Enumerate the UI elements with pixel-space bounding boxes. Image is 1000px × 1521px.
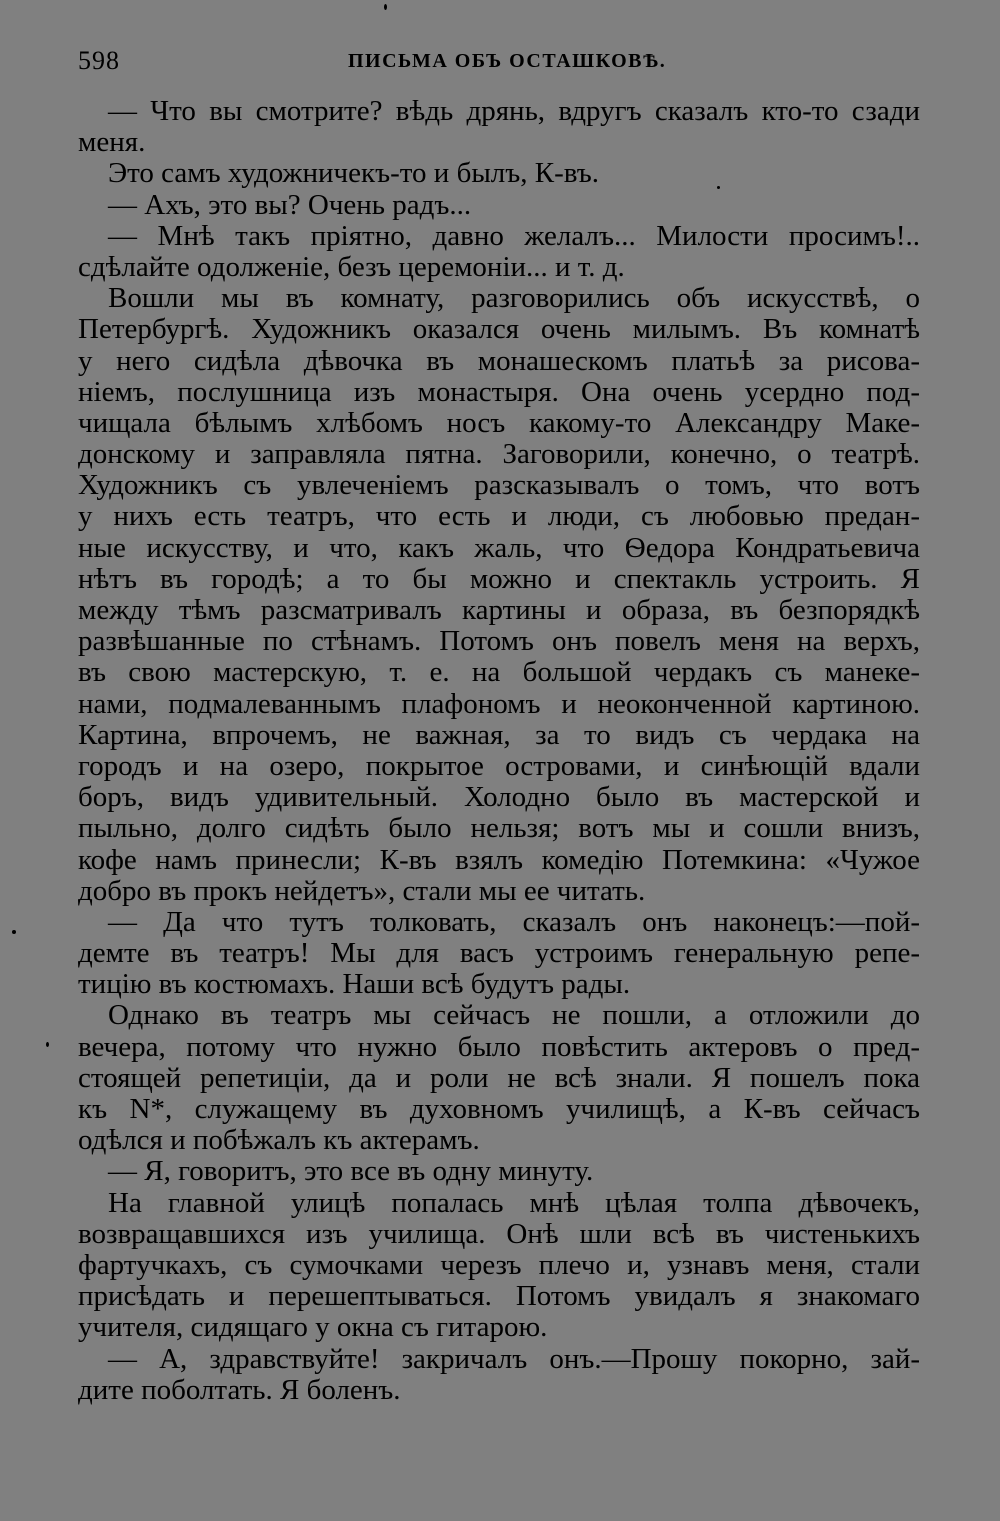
text-line: у нихъ есть театръ, что есть и люди, съ любовью предан- bbox=[78, 500, 920, 533]
page-number: 598 bbox=[78, 46, 120, 75]
text-line: учителя, сидящаго у окна съ гитарою. bbox=[78, 1311, 548, 1344]
print-speck bbox=[717, 186, 720, 189]
text-line: Это самъ художничекъ-то и былъ, К-въ. bbox=[108, 157, 599, 190]
text-line: — Да что тутъ толковать, сказалъ онъ наконецъ:—пой- bbox=[108, 905, 920, 938]
running-title: ПИСЬМА ОБЪ ОСТАШКОВѢ. bbox=[348, 50, 667, 72]
print-speck bbox=[384, 4, 387, 10]
text-line: вечера, потому что нужно было повѣстить актеровъ о пред- bbox=[78, 1030, 920, 1063]
text-line: дите поболтать. Я боленъ. bbox=[78, 1373, 401, 1406]
text-line: тицію въ костюмахъ. Наши всѣ будутъ рады. bbox=[78, 968, 631, 1001]
text-line: фартучкахъ, съ сумочками черезъ плечо и, узнавъ меня, стали bbox=[78, 1248, 920, 1281]
text-line: ные искусству, и что, какъ жаль, что Ѳедора Кондратьевича bbox=[78, 531, 920, 564]
text-line: между тѣмъ разсматривалъ картины и образа, въ безпорядкѣ bbox=[78, 594, 920, 626]
page-header bbox=[78, 46, 920, 82]
body-text bbox=[78, 96, 920, 1406]
text-line: городъ и на озеро, покрытое островами, и синѣющій вдали bbox=[78, 749, 920, 782]
print-speck bbox=[12, 930, 16, 934]
text-line: у него сидѣла дѣвочка въ монашескомъ платьѣ за рисова- bbox=[78, 344, 920, 377]
text-line: — Я, говоритъ, это все въ одну минуту. bbox=[108, 1155, 594, 1188]
text-line: чищала бѣлымъ хлѣбомъ носъ какому-то Александру Маке- bbox=[78, 406, 920, 439]
text-line: присѣдать и перешептываться. Потомъ увидалъ я знакомаго bbox=[78, 1280, 920, 1313]
text-line: — А, здравствуйте! закричалъ онъ.—Прошу покорно, зай- bbox=[108, 1342, 920, 1375]
text-line: стоящей репетиціи, да и роли не всѣ знали. Я пошелъ пока bbox=[78, 1061, 920, 1094]
text-line: Петербургѣ. Художникъ оказался очень милымъ. Въ комнатѣ bbox=[78, 313, 920, 346]
text-line: Однако въ театръ мы сейчасъ не пошли, а отложили до bbox=[108, 999, 920, 1032]
text-line: нами, подмалеваннымъ плафономъ и неоконченной картиною. bbox=[78, 687, 920, 720]
text-line: ніемъ, послушница изъ монастыря. Она очень усердно под- bbox=[78, 375, 920, 408]
text-line: одѣлся и побѣжалъ къ актерамъ. bbox=[78, 1124, 480, 1157]
text-line: демте въ театръ! Мы для васъ устроимъ генеральную репе- bbox=[78, 937, 920, 970]
print-speck bbox=[46, 1042, 49, 1047]
text-line: — Мнѣ такъ пріятно, давно желалъ... Милости просимъ!.. bbox=[108, 219, 920, 252]
text-line: сдѣлайте одолженіе, безъ церемоніи... и т. д. bbox=[78, 250, 625, 283]
text-line: Вошли мы въ комнату, разговорились объ искусствѣ, о bbox=[108, 282, 920, 315]
text-line: Художникъ съ увлеченіемъ разсказывалъ о томъ, что вотъ bbox=[78, 469, 920, 502]
text-line: донскому и заправляла пятна. Заговорили, конечно, о театрѣ. bbox=[78, 438, 920, 471]
text-line: меня. bbox=[78, 126, 146, 159]
text-line: пыльно, долго сидѣть было нельзя; вотъ мы и сошли внизъ, bbox=[78, 812, 920, 845]
text-line: возвращавшихся изъ училища. Онѣ шли всѣ въ чистенькихъ bbox=[78, 1217, 920, 1250]
text-line: Картина, впрочемъ, не важная, за то видъ съ чердака на bbox=[78, 718, 920, 751]
text-line: въ свою мастерскую, т. е. на большой чердакъ съ манеке- bbox=[78, 656, 920, 689]
text-line: — Что вы смотрите? вѣдь дрянь, вдругъ сказалъ кто-то сзади bbox=[108, 95, 920, 127]
text-line: кофе намъ принесли; К-въ взялъ комедію Потемкина: «Чужое bbox=[78, 843, 920, 876]
text-line: добро въ прокъ нейдетъ», стали мы ее читать. bbox=[78, 874, 646, 907]
text-line: развѣшанные по стѣнамъ. Потомъ онъ повелъ меня на верхъ, bbox=[78, 625, 920, 658]
text-line: нѣтъ въ городѣ; а то бы можно и спектакль устроить. Я bbox=[78, 562, 920, 595]
text-line: боръ, видъ удивительный. Холодно было въ мастерской и bbox=[78, 781, 920, 814]
text-line: — Ахъ, это вы? Очень радъ... bbox=[108, 188, 472, 221]
text-line: На главной улицѣ попалась мнѣ цѣлая толпа дѣвочекъ, bbox=[108, 1186, 920, 1219]
text-line: къ N*, служащему въ духовномъ училищѣ, а К-въ сейчасъ bbox=[78, 1093, 920, 1125]
